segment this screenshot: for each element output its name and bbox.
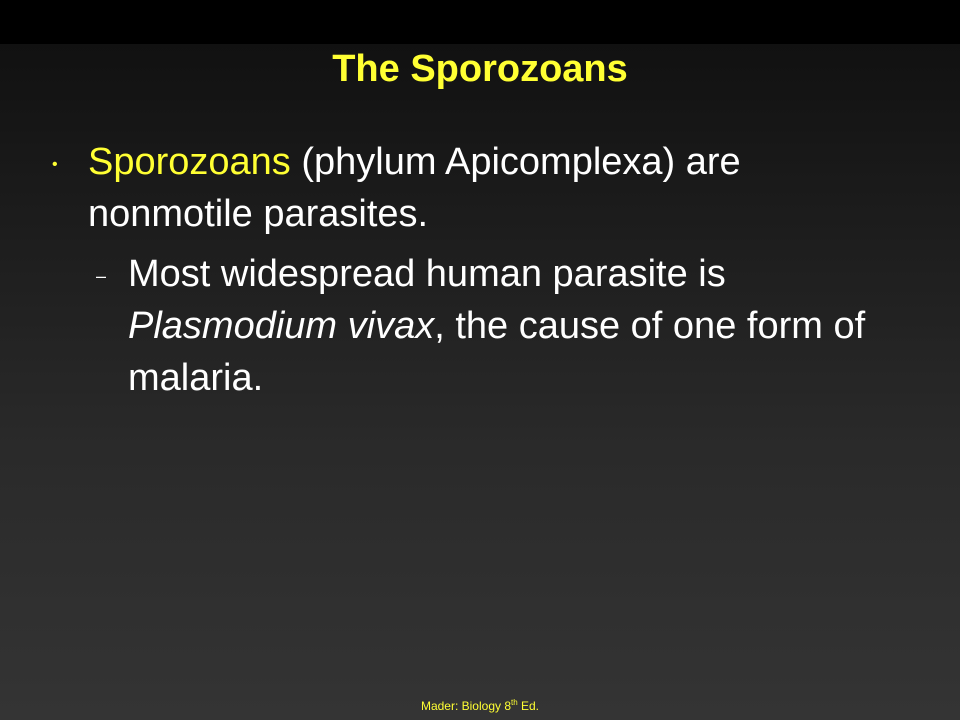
species-name: Plasmodium vivax	[128, 305, 435, 347]
top-strip	[0, 0, 960, 44]
footer-superscript: th	[511, 698, 518, 707]
sub-bullet-text-before: Most widespread human parasite is	[128, 253, 726, 295]
footer-credit	[0, 694, 960, 715]
bullet-marker: •	[52, 156, 58, 173]
sub-bullet-text-after: , the cause of one form of malaria.	[128, 305, 866, 399]
slide-title: The Sporozoans	[332, 48, 628, 90]
bullet-text	[88, 136, 888, 240]
footer-text: Mader: Biology 8	[420, 699, 511, 713]
highlighted-term: Sporozoans	[88, 141, 291, 183]
sub-bullet-marker: –	[96, 266, 107, 286]
footer-suffix: Ed.	[517, 699, 540, 713]
bullet-text-rest: (phylum Apicomplexa) are nonmotile parasites.	[88, 141, 741, 235]
sub-bullet-text	[128, 248, 928, 404]
